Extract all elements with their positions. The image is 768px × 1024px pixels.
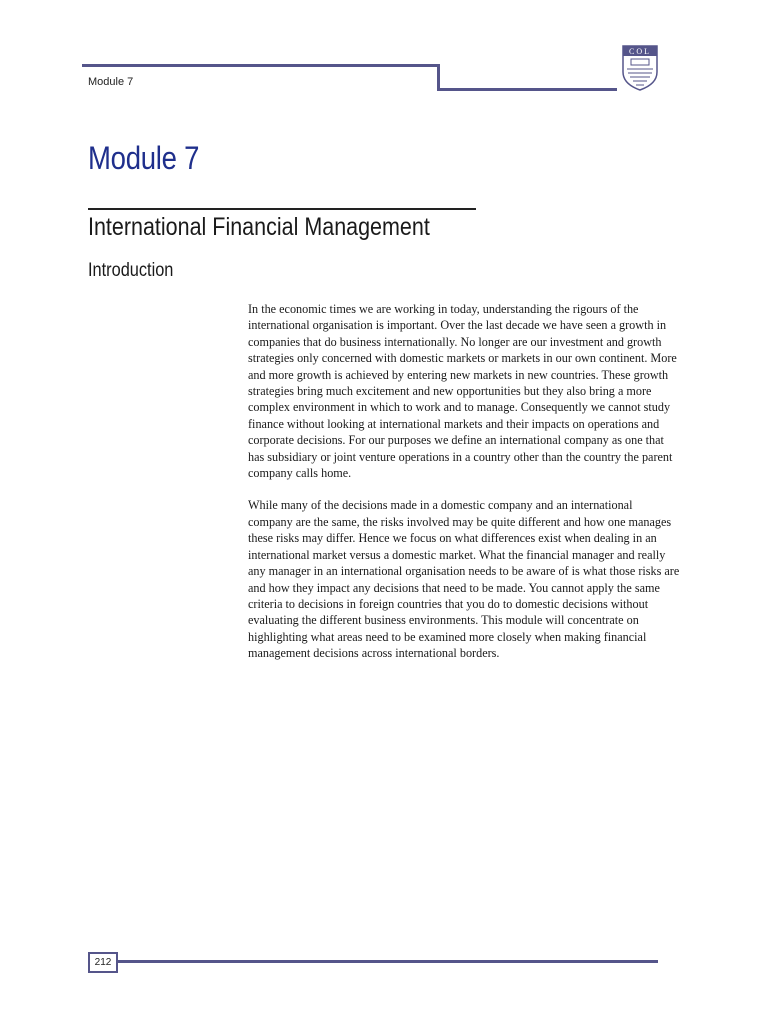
module-title: Module 7 [88, 140, 200, 176]
section-title: International Financial Management [88, 213, 430, 241]
subsection-title: Introduction [88, 260, 174, 281]
header-rule-step [437, 64, 440, 91]
paragraph: While many of the decisions made in a domestic company and an international company are the same, the risks involved may be quite different and how one manages these risks may differ. Hence we focus on what differences exist when dealing in an international market versus a domestic market. What the financial manager and really any manager in an international organisation needs to be aware of is what those risks are and how they impact any decisions that need to be made. You cannot apply the same criteria to decisions in foreign countries that you do to domestic decisions without evaluating the different business environments. This module will concentrate on highlighting what areas need to be examined more closely when making financial management decisions across international borders. [248, 498, 680, 661]
footer-rule [118, 960, 658, 963]
paragraph: In the economic times we are working in today, understanding the rigours of the international organisation is important. Over the last decade we have seen a growth in companies that do business internationally. No longer are our investment and growth strategies only concerned with domestic markets or markets in our own continent. More and more growth is achieved by entering new markets in new countries. These growth strategies bring much excitement and new opportunities but they also bring a more complex environment in which to work and to manage. Consequently we cannot study finance without looking at international markets and their impacts on operations and corporate decisions. For our purposes we define an international company as one that has subsidiary or joint venture operations in a country other than the country the parent company calls home. [248, 302, 677, 481]
page-number: 212 [88, 952, 118, 973]
section-divider [88, 208, 476, 210]
header-rule-left [82, 64, 440, 67]
header-rule-right [437, 88, 617, 91]
running-header: Module 7 [88, 76, 134, 88]
col-logo-icon [620, 44, 660, 92]
logo-text: COL [629, 47, 651, 56]
body-text [248, 301, 680, 678]
